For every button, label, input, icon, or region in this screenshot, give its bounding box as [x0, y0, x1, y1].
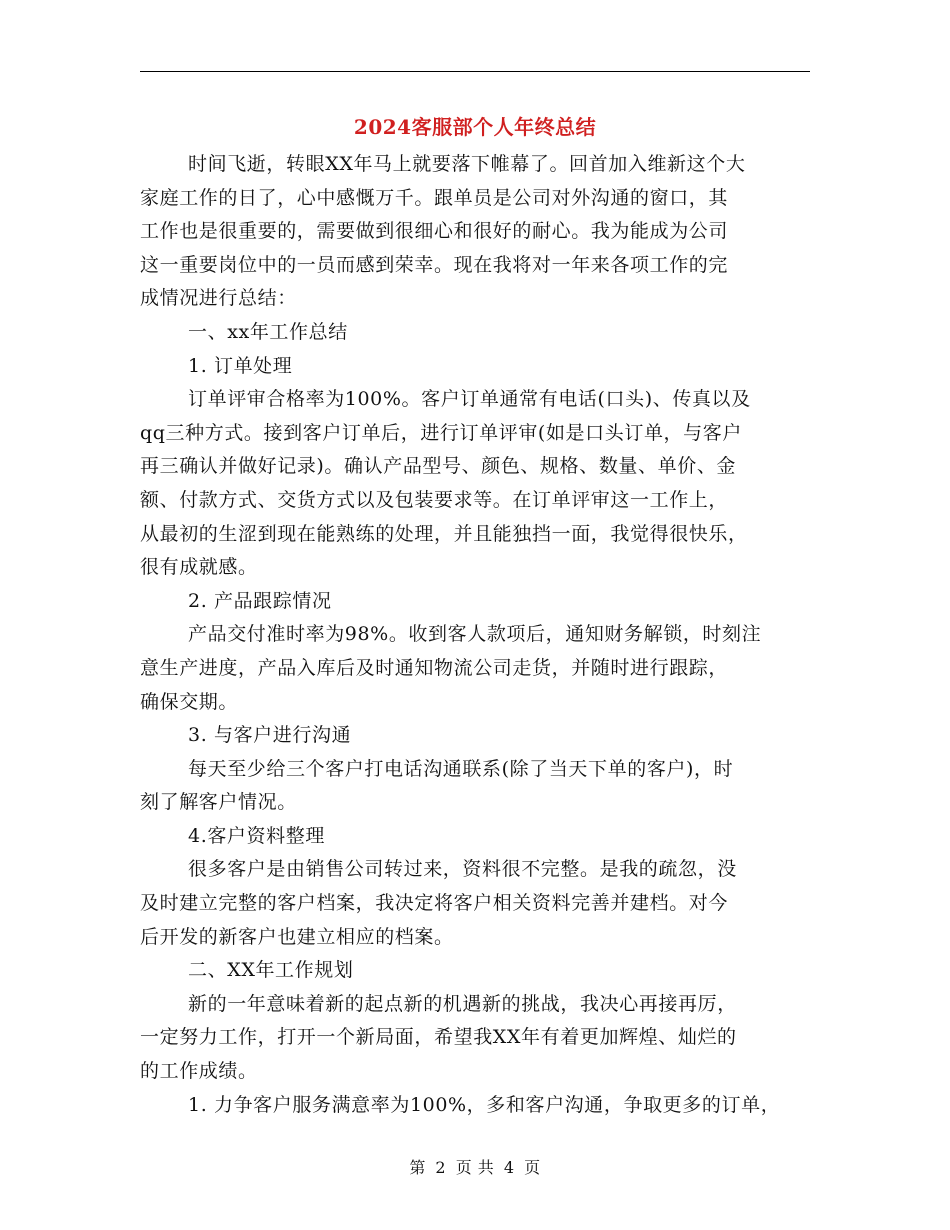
- footer-suffix: 页: [524, 1158, 541, 1177]
- text-line: 成情况进行总结：: [140, 287, 297, 310]
- text-line: 2. 产品跟踪情况: [188, 589, 332, 612]
- page-footer: [0, 1155, 950, 1178]
- text-line: 3. 与客户进行沟通: [188, 724, 352, 747]
- text-line: 4.客户资料整理: [188, 824, 325, 847]
- text-line: 额、付款方式、交货方式以及包装要求等。在订单评审这一工作上，: [140, 488, 729, 511]
- text-line: 一、xx年工作总结: [188, 320, 348, 343]
- footer-prefix: 第: [409, 1158, 426, 1177]
- text-line: 一定努力工作，打开一个新局面，希望我XX年有着更加辉煌、灿烂的: [140, 1026, 737, 1049]
- text-line: 家庭工作的日了，心中感慨万千。跟单员是公司对外沟通的窗口，其: [140, 186, 729, 209]
- text-line: 二、XX年工作规划: [188, 959, 354, 982]
- text-line: 及时建立完整的客户档案，我决定将客户相关资料完善并建档。对今: [140, 892, 729, 915]
- text-line: 1. 力争客户服务满意率为100%，多和客户沟通，争取更多的订单，: [188, 1093, 781, 1116]
- text-line: 很有成就感。: [140, 556, 258, 579]
- text-line: 后开发的新客户也建立相应的档案。: [140, 925, 454, 948]
- text-line: 意生产进度，产品入库后及时通知物流公司走货，并随时进行跟踪，: [140, 656, 729, 679]
- footer-middle: 页 共: [455, 1158, 495, 1177]
- text-line: 产品交付准时率为98%。收到客人款项后，通知财务解锁，时刻注: [188, 623, 762, 646]
- footer-page-number: 2: [435, 1158, 447, 1177]
- text-line: 从最初的生涩到现在能熟练的处理，并且能独挡一面，我觉得很快乐，: [140, 522, 748, 545]
- text-line: qq三种方式。接到客户订单后，进行订单评审(如是口头订单，与客户: [140, 421, 742, 444]
- text-line: 很多客户是由销售公司转过来，资料很不完整。是我的疏忽，没: [188, 858, 737, 881]
- footer-total-pages: 4: [503, 1158, 515, 1177]
- text-line: 1. 订单处理: [188, 354, 293, 377]
- text-line: 每天至少给三个客户打电话沟通联系(除了当天下单的客户)，时: [188, 757, 734, 780]
- text-line: 工作也是很重要的，需要做到很细心和很好的耐心。我为能成为公司: [140, 220, 729, 243]
- text-line: 新的一年意味着新的起点新的机遇新的挑战，我决心再接再厉，: [188, 992, 737, 1015]
- document-body: [140, 148, 820, 1122]
- text-line: 确保交期。: [140, 690, 239, 713]
- document-title: 2024客服部个人年终总结: [353, 115, 597, 139]
- text-line: 订单评审合格率为100%。客户订单通常有电话(口头)、传真以及: [188, 388, 751, 411]
- header-rule: [140, 71, 810, 72]
- text-line: 的工作成绩。: [140, 1060, 258, 1083]
- text-line: 刻了解客户情况。: [140, 791, 297, 814]
- text-line: 再三确认并做好记录)。确认产品型号、颜色、规格、数量、单价、金: [140, 455, 737, 478]
- text-line: 时间飞逝，转眼XX年马上就要落下帷幕了。回首加入维新这个大: [188, 153, 746, 175]
- text-line: 这一重要岗位中的一员而感到荣幸。现在我将对一年来各项工作的完: [140, 253, 729, 276]
